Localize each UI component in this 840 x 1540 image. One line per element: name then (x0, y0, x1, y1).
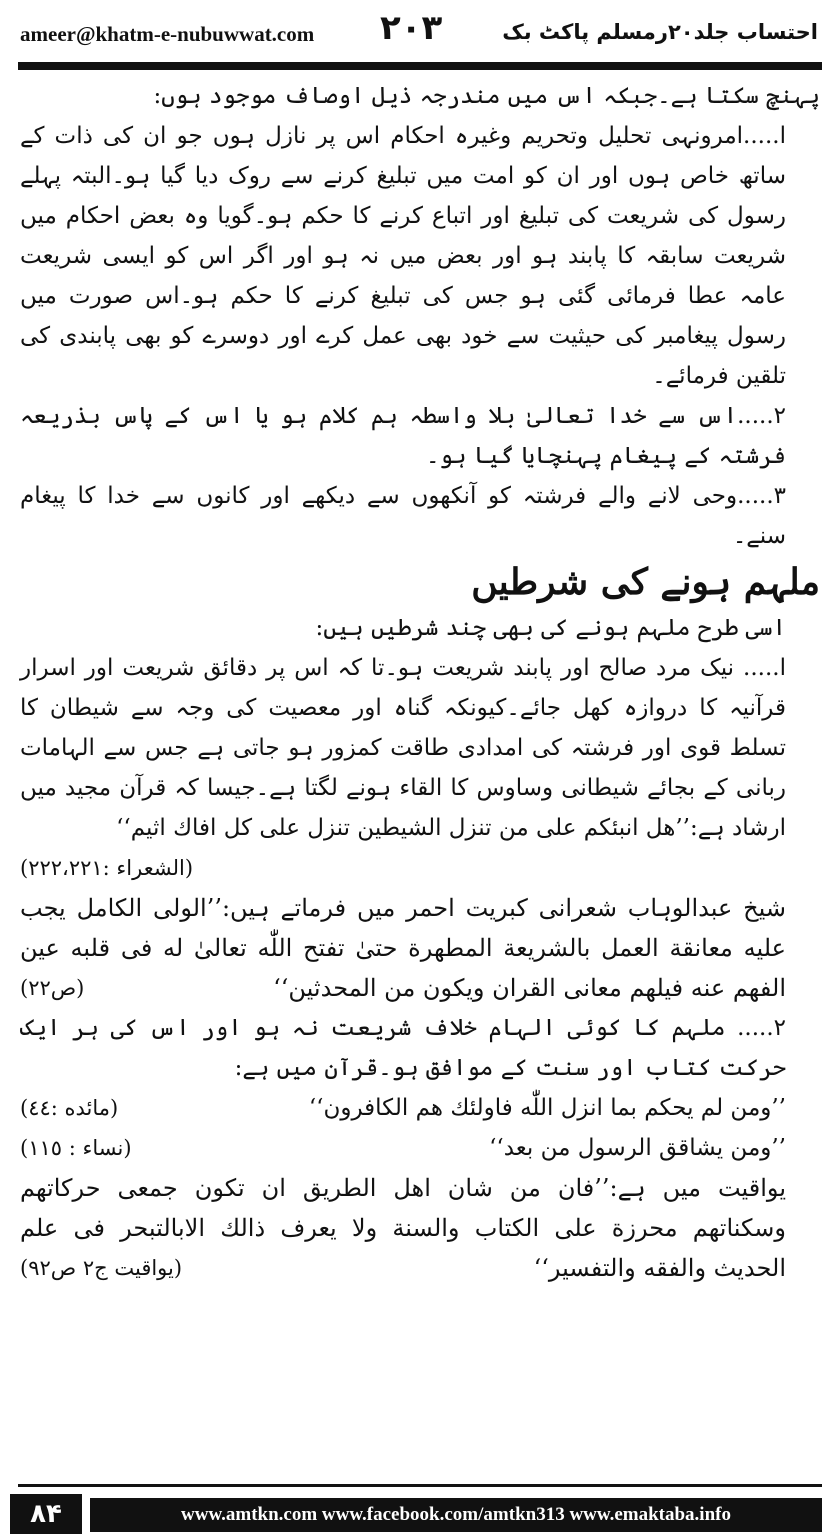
quran-quote-1 (20, 1088, 820, 1128)
yawaqit-quote-text: یواقیت میں ہے:’’فان من شان اهل الطريق ان تكون جمعى حركاتهم وسكناتهم محرزة على الكتاب والسنة ولا يعرف ذالك الابالتبحر فى علم الحديث والفقه والتفسير‘‘ (20, 1174, 786, 1282)
citation-maidah: (مائده :٤٤) (20, 1096, 119, 1120)
header-email: ameer@khatm-e-nubuwwat.com (20, 22, 315, 46)
quran-quote-2 (20, 1128, 820, 1168)
citation-nisa: (نساء : ١١٥) (20, 1136, 132, 1160)
citation-page: (ص۲۲) (20, 976, 85, 1000)
condition-1: ا.....امرونہی تحلیل وتحریم وغیرہ احکام اس پر نازل ہوں جو ان کی ذات کے ساتھ خاص ہوں اور ان کو امت میں تبلیغ کرنے سے روک دیا گیا ہو۔البتہ پہلے رسول کی شریعت کی تبلیغ اور اتباع کرنے کا حکم ہو۔گویا وہ بعض احکام میں شریعت سابقہ کا پابند ہو اور بعض میں نہ ہو اور اگر اس کو ایسی شریعت عامہ عطا فرمائی گئی ہو جس کی تبلیغ کرنے کا حکم ہو۔اس صورت میں رسول پیغامبر کی حیثیت سے خود بھی عمل کرے اور دوسرے کو بھی پابندی کی تلقین فرمائے۔ (20, 123, 786, 389)
section-heading: ملہم ہونے کی شرطیں (471, 561, 820, 603)
intro-line-2: اسی طرح ملہم ہونے کی بھی چند شرطیں ہیں: (315, 615, 786, 641)
mulham-condition-1-text: ا..... نیک مرد صالح اور پابند شریعت ہو۔تا کہ اس پر دقائق شریعت اور اسرار قرآنیہ کا دروازہ کھل جائے۔کیونکہ گناہ اور معصیت کی وجہ سے شیطان کا تسلط قوی اور فرشتہ کی امدادی طاقت کمزور ہو جاتی ہے جس سے الہامات ربانی کے بجائے شیطانی وساوس کا القاء ہونے لگتا ہے۔جیسا کہ قرآن مجید میں ارشاد ہے:’’هل انبئكم على من تنزل الشيطين تنزل على كل افاك اثيم‘‘ (20, 655, 786, 841)
intro-line: پہنچ سکتا ہے۔جبکہ اس میں مندرجہ ذیل اوصاف موجود ہوں: (153, 83, 820, 109)
quran-quote-1-text: ’’ومن لم يحكم بما انزل اللّٰه فاولئك هم الكافرون‘‘ (308, 1095, 786, 1121)
footer-links: www.amtkn.com www.facebook.com/amtkn313 www.emaktaba.info (90, 1498, 822, 1532)
page-header (0, 0, 840, 70)
header-divider (18, 62, 822, 70)
citation-shuara: (الشعراء :۲۲۲،۲۲۱) (20, 856, 194, 880)
footer-divider (18, 1484, 822, 1487)
condition-3: ۳.....وحی لانے والے فرشتہ کو آنکھوں سے دیکھے اور کانوں سے خدا کا پیغام سنے۔ (20, 483, 786, 549)
mulham-condition-1 (20, 648, 820, 880)
page-footer (0, 1476, 840, 1540)
condition-2: ۲.....اس سے خدا تعالیٰ بلا واسطہ ہم کلام ہو یا اس کے پاس بذریعہ فرشتہ کے پیغام پہنچایا گیا ہو۔ (20, 403, 786, 469)
page-body (20, 76, 820, 1448)
footer-page-number: ۸۴ (10, 1494, 82, 1534)
header-page-number: ۲۰۳ (380, 8, 443, 48)
shaarani-quote (20, 888, 820, 1008)
header-book-title: احتساب جلد۲۰رمسلم پاکٹ بک (502, 20, 818, 44)
citation-yawaqit: (يواقيت ج۲ ص۹۲) (20, 1256, 183, 1280)
mulham-condition-2: ۲..... ملہم کا کوئی الہام خلاف شریعت نہ ہو اور اس کی ہر ایک حرکت کتاب اور سنت کے موافق ہو۔قرآن میں ہے: (20, 1015, 786, 1081)
shaarani-quote-text: شیخ عبدالوہاب شعرانی کبریت احمر میں فرماتے ہیں:’’الولى الكامل يجب عليه معانقة العمل بالشريعة المطهرة حتىٰ تفتح اللّٰه تعالىٰ له فى قلبه عين الفهم عنه فيلهم معانى القران ويكون من المحدثين‘‘ (20, 894, 786, 1002)
quran-quote-2-text: ’’ومن يشاقق الرسول من بعد‘‘ (489, 1135, 786, 1161)
yawaqit-quote (20, 1168, 820, 1288)
